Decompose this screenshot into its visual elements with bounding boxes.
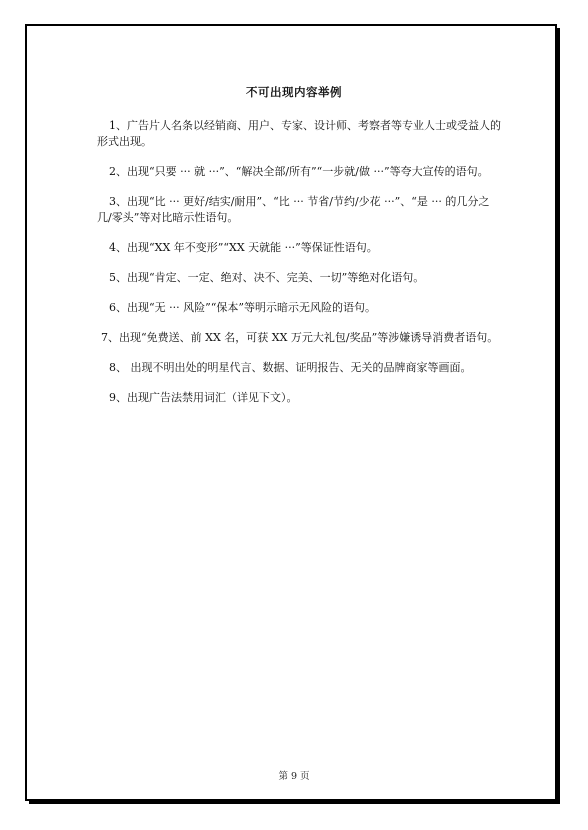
list-item-2: 2、出现“只要 ··· 就 ···”、“解决全部/所有”“一步就/做 ···”等夸大宣传的语句。 bbox=[109, 165, 489, 178]
page-number: 第 9 页 bbox=[278, 771, 310, 782]
page-border-shadow-bottom bbox=[29, 801, 560, 804]
list-item-9: 9、出现广告法禁用词汇（详见下文）。 bbox=[109, 391, 298, 404]
list-item-5: 5、出现“肯定、一定、绝对、决不、完美、一切”等绝对化语句。 bbox=[109, 271, 425, 284]
list-item-3: 3、出现“比 ··· 更好/结实/耐用”、“比 ··· 节省/节约/少花 ···”、“是 ··· 的几分之几/零头”等对比暗示性语句。 bbox=[97, 195, 490, 224]
content-list bbox=[97, 118, 503, 420]
list-item-7: 7、出现“免费送、前 XX 名，可获 XX 万元大礼包/奖品”等涉嫌诱导消费者语句。 bbox=[101, 331, 499, 344]
page-border-shadow-right bbox=[557, 28, 560, 804]
document-title: 不可出现内容举例 bbox=[246, 85, 342, 99]
list-item-8: 8、 出现不明出处的明星代言、数据、证明报告、无关的品牌商家等画面。 bbox=[109, 361, 472, 374]
list-item-4: 4、出现“XX 年不变形”“XX 天就能 ···”等保证性语句。 bbox=[109, 241, 378, 254]
list-item-1: 1、广告片人名条以经销商、用户、专家、设计师、考察者等专业人士或受益人的形式出现。 bbox=[97, 119, 501, 148]
list-item-6: 6、出现“无 ··· 风险”“保本”等明示暗示无风险的语句。 bbox=[109, 301, 376, 314]
